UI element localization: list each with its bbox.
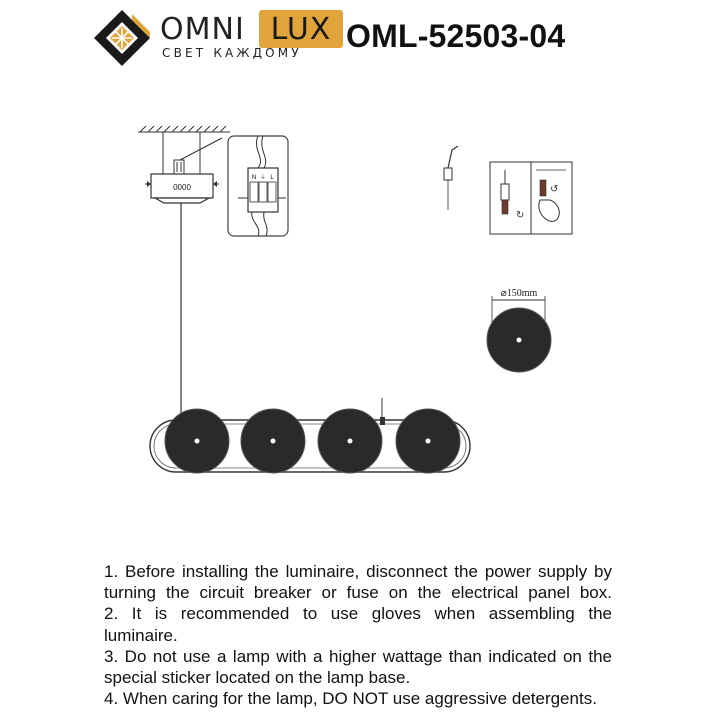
instruction-line: turning the circuit breaker or fuse on the electrical panel box. xyxy=(104,583,612,603)
instruction-line: 1. Before installing the luminaire, disconnect the power supply by xyxy=(104,562,612,581)
brand-lux-text: LUX xyxy=(270,12,332,47)
fixture-body xyxy=(150,409,470,473)
instruction-line: 3. Do not use a lamp with a higher wattage than indicated on the xyxy=(104,646,612,666)
ceiling-hatch xyxy=(138,126,230,132)
header xyxy=(0,0,720,90)
terminal-n-label: N xyxy=(251,175,257,181)
glass-shade xyxy=(318,409,382,473)
safety-instructions xyxy=(104,561,612,709)
brand-omni-text: OMNI xyxy=(160,12,245,47)
wiring-detail xyxy=(228,136,288,236)
model-number: OML-52503-04 xyxy=(346,18,566,54)
brand-lux-badge xyxy=(259,10,343,48)
brand-slogan: СВЕТ КАЖДОМУ xyxy=(162,46,302,60)
glass-shade xyxy=(165,409,229,473)
instruction-line: special sticker located on the lamp base. xyxy=(104,668,411,688)
instruction-line: luminaire. xyxy=(104,625,178,645)
lamp-install-detail xyxy=(490,162,572,234)
shade-diameter-view xyxy=(487,288,551,372)
cable-clamp-right xyxy=(444,146,458,210)
svg-text:↻: ↻ xyxy=(516,210,525,221)
terminal-ground-label: ⏚ xyxy=(259,174,267,181)
instruction-line: 4. When caring for the lamp, DO NOT use aggressive detergents. xyxy=(104,689,597,709)
ceiling-canopy xyxy=(145,174,219,203)
terminal-l-label: L xyxy=(270,175,274,181)
installation-diagram xyxy=(0,90,720,560)
glass-shade xyxy=(396,409,460,473)
canopy-label: 0000 xyxy=(173,183,191,192)
diameter-label: ⌀150mm xyxy=(500,288,538,299)
omnilux-logo-icon xyxy=(92,8,152,68)
instruction-line: 2. It is recommended to use gloves when assembling the xyxy=(104,604,612,624)
glass-shade xyxy=(241,409,305,473)
svg-text:↺: ↺ xyxy=(550,184,559,195)
